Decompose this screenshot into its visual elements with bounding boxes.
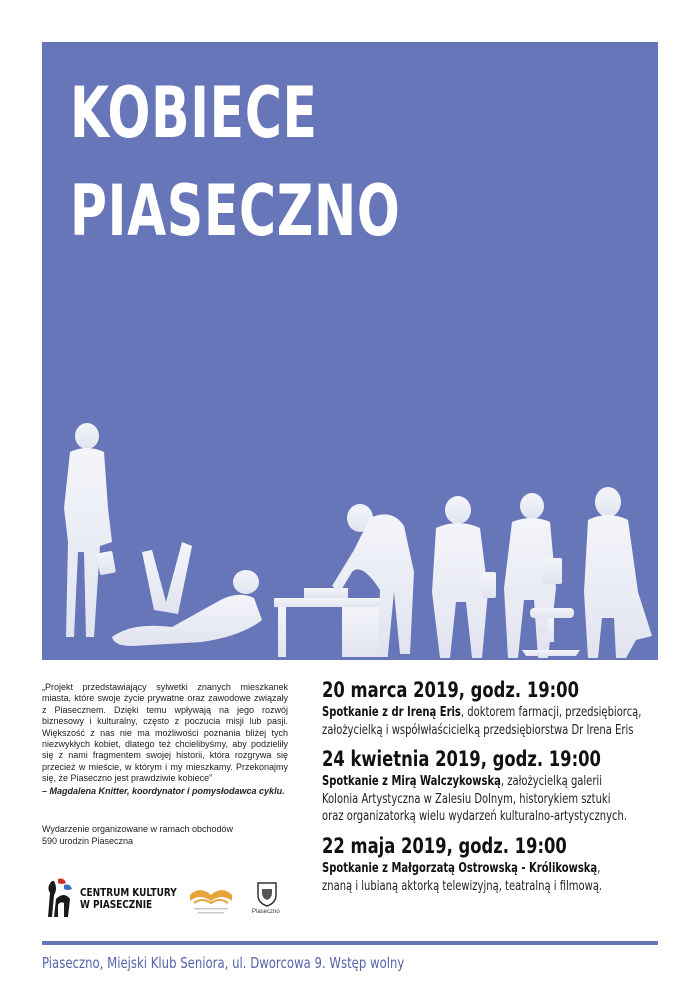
event-date: 20 marca 2019, godz. 19:00 bbox=[322, 678, 579, 702]
event-description-line: Kolonia Artystyczna w Zalesiu Dolnym, historykiem sztuki bbox=[322, 790, 611, 807]
silhouette-standing-left bbox=[64, 423, 116, 637]
event-lead: Spotkanie z Mirą Walczykowską bbox=[322, 773, 501, 790]
logos-row bbox=[42, 875, 302, 925]
quote-text: „Projekt przedstawiający sylwetki znanych mieszkanek miasta, które swoje życie prywatne oraz zawodowe związały z Piasecznem. Dzięki temu wpływają na jego rozwój biznesowy i kulturalny, często z poczucia misji lub pasji. Większość z nas nie ma możliwości poznania bliżej tych niezwykłych kobiet, dlatego też chcielibyśmy, aby podzieliły się z nami fragmentem swojej historii, która rozgrywa się przecież w mieście, w którym i my mieszkamy. Przekonajmy się, że Piaseczno jest prawdziwie kobiece” bbox=[42, 682, 288, 784]
event-note-line-1: Wydarzenie organizowane w ramach obchodów bbox=[42, 824, 234, 834]
event-description-line: założycielką i współwłaścicielką przedsiębiorstwa Dr Irena Eris bbox=[322, 721, 634, 738]
event-lead: Spotkanie z dr Ireną Eris bbox=[322, 704, 461, 720]
event-description-line: oraz organizatorką wielu wydarzeń kulturalno-artystycznych. bbox=[322, 808, 628, 825]
poster-panel bbox=[42, 42, 658, 660]
silhouette-standing-right bbox=[584, 487, 652, 658]
quote-block bbox=[42, 682, 288, 797]
piaseczno-crest-icon bbox=[256, 881, 278, 907]
event-lead: Spotkanie z Małgorzatą Ostrowską - Królikowską bbox=[322, 859, 598, 876]
events-list bbox=[322, 678, 662, 903]
event-description: Spotkanie z Małgorzatą Ostrowską - Królikowską, bbox=[322, 859, 601, 876]
event-item bbox=[322, 834, 662, 895]
footer-divider bbox=[42, 941, 658, 945]
centrum-kultury-logo-text: CENTRUM KULTURY W PIASECZNIE bbox=[80, 887, 177, 911]
title-line-2: PIASECZNO bbox=[70, 170, 401, 252]
silhouette-desk bbox=[274, 588, 392, 657]
event-note bbox=[42, 823, 288, 847]
event-note-line-2: 590 urodzin Piaseczna bbox=[42, 836, 134, 846]
centrum-kultury-logo-icon bbox=[42, 877, 76, 921]
title-line-1: KOBIECE bbox=[70, 72, 318, 154]
piaseczno-logo-label: Piaseczno bbox=[252, 909, 280, 915]
event-description: Spotkanie z Mirą Walczykowską, założycielką galerii bbox=[322, 773, 602, 790]
event-item bbox=[322, 747, 662, 826]
event-date: 24 kwietnia 2019, godz. 19:00 bbox=[322, 747, 601, 772]
event-item bbox=[322, 678, 662, 739]
silhouette-office-chair bbox=[522, 608, 580, 656]
quote-author: – Magdalena Knitter, koordynator i pomysłodawca cyklu. bbox=[42, 785, 285, 796]
event-description: Spotkanie z dr Ireną Eris, doktorem farmacji, przedsiębiorcą, bbox=[322, 704, 642, 720]
footer-venue: Piaseczno, Miejski Klub Seniora, ul. Dworcowa 9. Wstęp wolny bbox=[42, 954, 405, 972]
event-date: 22 maja 2019, godz. 19:00 bbox=[322, 833, 567, 858]
women-silhouettes-illustration bbox=[42, 422, 658, 660]
book-logo-icon bbox=[186, 881, 236, 915]
silhouette-lying bbox=[112, 542, 262, 646]
silhouette-standing-center bbox=[432, 496, 496, 658]
event-description-line: znaną i lubianą aktorką telewizyjną, teatralną i filmową. bbox=[322, 877, 603, 894]
